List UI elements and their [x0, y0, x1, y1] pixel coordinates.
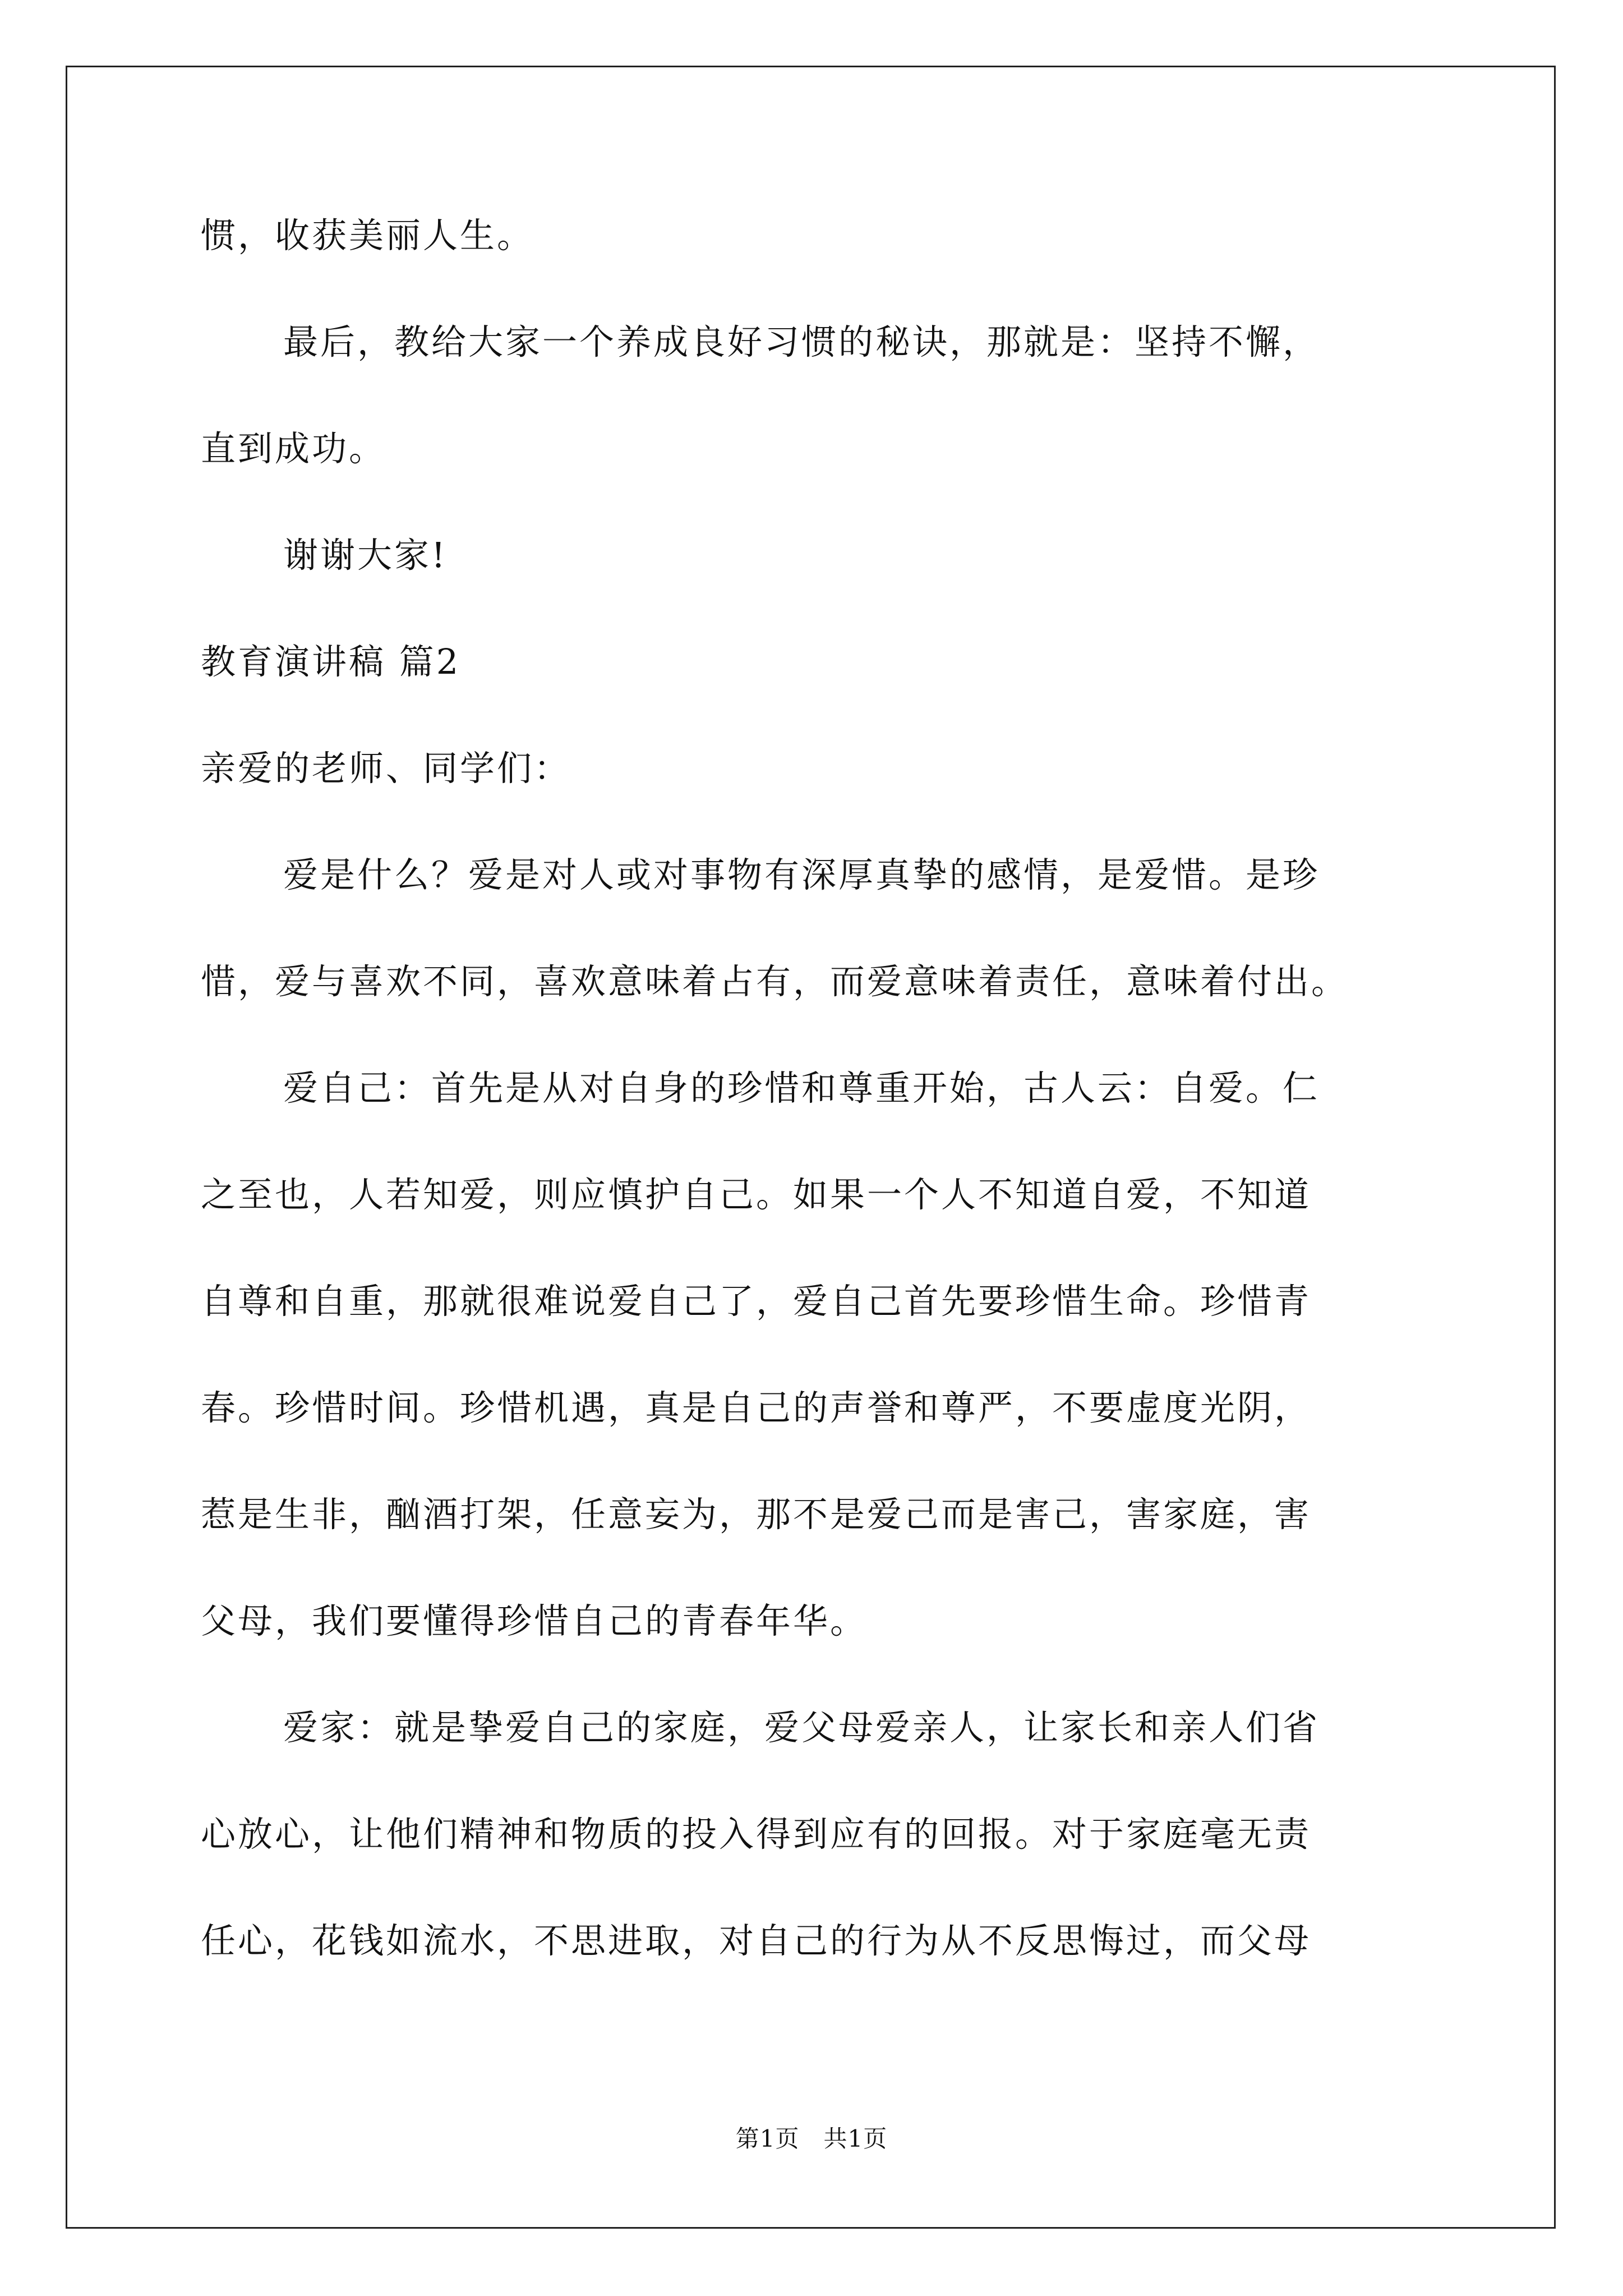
text-line-14: 父母，我们要懂得珍惜自己的青春年华。: [201, 1600, 868, 1641]
text-line-16: 心放心，让他们精神和物质的投入得到应有的回报。对于家庭毫无责: [201, 1814, 1312, 1855]
text-line-9: 爱自己：首先是从对自身的珍惜和尊重开始，古人云：自爱。仁: [283, 1068, 1320, 1108]
section-heading: 教育演讲稿 篇2: [201, 641, 461, 682]
text-line-1: 惯，收获美丽人生。: [201, 215, 534, 256]
text-line-2: 最后，教给大家一个养成良好习惯的秘诀，那就是：坚持不懈，: [283, 321, 1320, 362]
text-line-15: 爱家：就是挚爱自己的家庭，爱父母爱亲人，让家长和亲人们省: [283, 1707, 1320, 1748]
text-line-17: 任心，花钱如流水，不思进取，对自己的行为从不反思悔过，而父母: [201, 1920, 1312, 1961]
text-line-11: 自尊和自重，那就很难说爱自己了，爱自己首先要珍惜生命。珍惜青: [201, 1281, 1312, 1322]
page-border: [66, 66, 1556, 2229]
text-line-8: 惜，爱与喜欢不同，喜欢意味着占有，而爱意味着责任，意味着付出。: [201, 961, 1349, 1002]
text-line-4: 谢谢大家!: [283, 535, 448, 576]
text-line-12: 春。珍惜时间。珍惜机遇，真是自己的声誉和尊严，不要虚度光阴，: [201, 1387, 1312, 1428]
text-line-10: 之至也，人若知爱，则应慎护自己。如果一个人不知道自爱，不知道: [201, 1174, 1312, 1215]
text-line-3: 直到成功。: [201, 428, 386, 469]
salutation: 亲爱的老师、同学们：: [201, 748, 571, 789]
text-line-13: 惹是生非，酗酒打架，任意妄为，那不是爱己而是害己，害家庭，害: [201, 1494, 1312, 1535]
text-line-7: 爱是什么？爱是对人或对事物有深厚真挚的感情，是爱惜。是珍: [283, 854, 1320, 895]
page-footer: 第1页 共1页: [735, 2125, 888, 2152]
